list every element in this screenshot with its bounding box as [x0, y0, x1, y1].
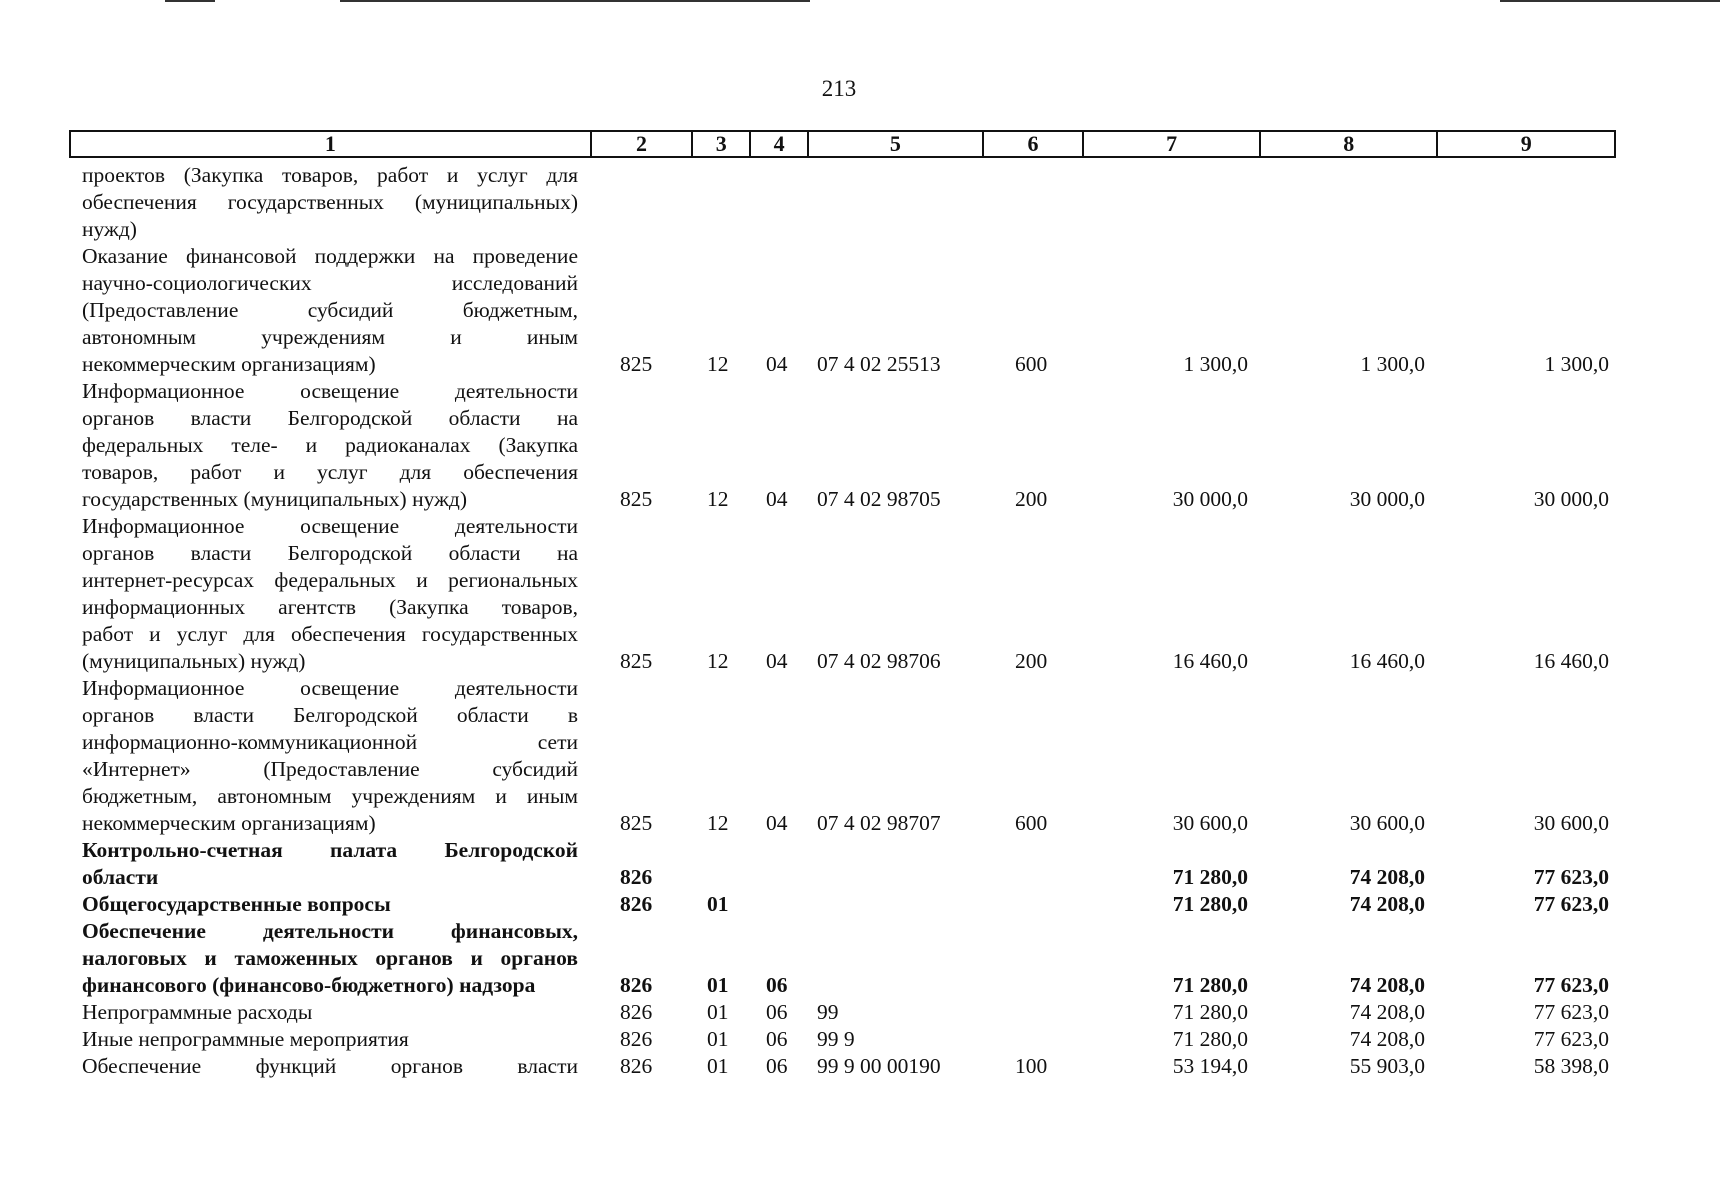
description-line: бюджетным, автономным учреждениям и иным	[82, 784, 578, 808]
cell-col-5: 07 4 02 98706	[817, 649, 941, 673]
description-line: информационно-коммуникационной сети	[82, 730, 578, 754]
cell-col-3: 01	[707, 1054, 729, 1078]
description-line: «Интернет» (Предоставление субсидий	[82, 757, 578, 781]
cell-col-9: 58 398,0	[1533, 1054, 1609, 1078]
table-row	[0, 999, 1720, 1026]
table-row	[0, 513, 1720, 675]
cell-col-6: 200	[1015, 487, 1048, 511]
cell-col-3: 12	[707, 352, 729, 376]
cell-col-8: 74 208,0	[1349, 865, 1425, 889]
cell-col-3: 01	[707, 892, 729, 916]
cell-col-2: 826	[620, 892, 653, 916]
cell-col-5: 99 9	[817, 1027, 855, 1051]
table-row	[0, 162, 1720, 243]
description-line: нужд)	[82, 217, 137, 241]
header-cell: 9	[1520, 131, 1532, 156]
cell-col-3: 12	[707, 811, 729, 835]
description-line: Обеспечение деятельности финансовых,	[82, 919, 578, 943]
cell-col-8: 1 300,0	[1360, 352, 1425, 376]
row-description	[82, 243, 578, 378]
row-description	[82, 162, 578, 243]
description-line: (Предоставление субсидий бюджетным,	[82, 298, 578, 322]
cell-col-7: 1 300,0	[1183, 352, 1248, 376]
cell-col-8: 74 208,0	[1349, 1027, 1425, 1051]
description-line: некоммерческим организациям)	[82, 352, 376, 376]
header-cell: 1	[71, 132, 592, 156]
cell-col-7: 71 280,0	[1172, 973, 1248, 997]
scan-artifact-line	[340, 0, 810, 2]
header-cell: 3	[693, 132, 751, 156]
cell-col-3: 01	[707, 1000, 729, 1024]
description-line: Контрольно-счетная палата Белгородской	[82, 838, 578, 862]
cell-col-9: 77 623,0	[1533, 973, 1609, 997]
table-row	[0, 675, 1720, 837]
table-body	[0, 162, 1720, 1080]
cell-col-9: 77 623,0	[1533, 865, 1609, 889]
cell-col-9: 16 460,0	[1533, 649, 1609, 673]
row-description	[82, 378, 578, 513]
description-line: информационных агентств (Закупка товаров,	[82, 595, 578, 619]
cell-col-5: 99	[817, 1000, 839, 1024]
page-number: 213	[821, 76, 857, 101]
cell-col-5: 99 9 00 00190	[817, 1054, 941, 1078]
cell-col-3: 12	[707, 649, 729, 673]
cell-col-6: 600	[1015, 352, 1048, 376]
description-line: финансового (финансово-бюджетного) надзора	[82, 973, 536, 997]
row-description	[82, 918, 578, 999]
description-line: Информационное освещение деятельности	[82, 379, 578, 403]
table-row	[0, 837, 1720, 891]
description-line: налоговых и таможенных органов и органов	[82, 946, 578, 970]
cell-col-7: 71 280,0	[1172, 1000, 1248, 1024]
table-row	[0, 891, 1720, 918]
cell-col-7: 16 460,0	[1172, 649, 1248, 673]
description-line: Общегосударственные вопросы	[82, 892, 391, 916]
description-line: обеспечения государственных (муниципальных)	[82, 190, 578, 214]
description-line: государственных (муниципальных) нужд)	[82, 487, 468, 511]
description-line: Обеспечение функций органов власти	[82, 1054, 578, 1078]
header-cell: 7	[1084, 132, 1261, 156]
cell-col-8: 74 208,0	[1349, 892, 1425, 916]
description-line: федеральных теле- и радиоканалах (Закупка	[82, 433, 578, 457]
cell-col-5: 07 4 02 98707	[817, 811, 941, 835]
cell-col-2: 825	[620, 649, 653, 673]
cell-col-8: 16 460,0	[1349, 649, 1425, 673]
table-row	[0, 243, 1720, 378]
header-cell: 8	[1261, 132, 1439, 156]
description-line: проектов (Закупка товаров, работ и услуг для	[82, 163, 578, 187]
cell-col-7: 53 194,0	[1172, 1054, 1248, 1078]
cell-col-2: 826	[620, 1000, 653, 1024]
description-line: некоммерческим организациям)	[82, 811, 376, 835]
cell-col-5: 07 4 02 25513	[817, 352, 941, 376]
cell-col-9: 1 300,0	[1544, 352, 1609, 376]
description-line: Оказание финансовой поддержки на проведение	[82, 244, 578, 268]
cell-col-9: 30 000,0	[1533, 487, 1609, 511]
cell-col-2: 825	[620, 811, 653, 835]
cell-col-4: 04	[766, 487, 788, 511]
cell-col-7: 30 000,0	[1172, 487, 1248, 511]
description-line: работ и услуг для обеспечения государственных	[82, 622, 578, 646]
cell-col-7: 71 280,0	[1172, 865, 1248, 889]
description-line: товаров, работ и услуг для обеспечения	[82, 460, 578, 484]
cell-col-3: 01	[707, 973, 729, 997]
row-description	[82, 837, 578, 891]
table-row	[0, 1026, 1720, 1053]
table-header	[69, 130, 1616, 158]
description-line: интернет-ресурсах федеральных и региональных	[82, 568, 578, 592]
cell-col-2: 826	[620, 865, 653, 889]
cell-col-2: 826	[620, 1054, 653, 1078]
cell-col-2: 826	[620, 1027, 653, 1051]
cell-col-4: 06	[766, 1054, 788, 1078]
cell-col-7: 71 280,0	[1172, 892, 1248, 916]
row-description	[82, 1026, 578, 1053]
cell-col-2: 825	[620, 487, 653, 511]
description-line: органов власти Белгородской области на	[82, 406, 578, 430]
description-line: области	[82, 865, 159, 889]
description-line: Информационное освещение деятельности	[82, 514, 578, 538]
cell-col-8: 55 903,0	[1349, 1054, 1425, 1078]
table-row	[0, 378, 1720, 513]
cell-col-9: 77 623,0	[1533, 1000, 1609, 1024]
cell-col-4: 04	[766, 649, 788, 673]
cell-col-6: 600	[1015, 811, 1048, 835]
cell-col-4: 06	[766, 1000, 788, 1024]
header-cell: 2	[592, 132, 694, 156]
description-line: научно-социологических исследований	[82, 271, 578, 295]
cell-col-7: 71 280,0	[1172, 1027, 1248, 1051]
cell-col-2: 825	[620, 352, 653, 376]
header-cell: 5	[809, 132, 984, 156]
header-cell: 6	[984, 132, 1085, 156]
row-description	[82, 999, 578, 1026]
scan-artifact-line	[165, 0, 215, 2]
cell-col-3: 01	[707, 1027, 729, 1051]
cell-col-4: 06	[766, 973, 788, 997]
cell-col-9: 77 623,0	[1533, 892, 1609, 916]
cell-col-6: 200	[1015, 649, 1048, 673]
row-description	[82, 513, 578, 675]
cell-col-3: 12	[707, 487, 729, 511]
cell-col-8: 30 000,0	[1349, 487, 1425, 511]
cell-col-8: 74 208,0	[1349, 1000, 1425, 1024]
description-line: (муниципальных) нужд)	[82, 649, 306, 673]
description-line: органов власти Белгородской области в	[82, 703, 578, 727]
cell-col-8: 74 208,0	[1349, 973, 1425, 997]
cell-col-2: 826	[620, 973, 653, 997]
row-description	[82, 675, 578, 837]
cell-col-4: 04	[766, 811, 788, 835]
cell-col-5: 07 4 02 98705	[817, 487, 941, 511]
description-line: Иные непрограммные мероприятия	[82, 1027, 409, 1051]
cell-col-6: 100	[1015, 1054, 1048, 1078]
cell-col-9: 30 600,0	[1533, 811, 1609, 835]
cell-col-9: 77 623,0	[1533, 1027, 1609, 1051]
description-line: автономным учреждениям и иным	[82, 325, 578, 349]
description-line: Непрограммные расходы	[82, 1000, 313, 1024]
table-row	[0, 918, 1720, 999]
scan-artifact-line	[1500, 0, 1720, 2]
row-description	[82, 891, 578, 918]
cell-col-7: 30 600,0	[1172, 811, 1248, 835]
description-line: органов власти Белгородской области на	[82, 541, 578, 565]
description-line: Информационное освещение деятельности	[82, 676, 578, 700]
cell-col-8: 30 600,0	[1349, 811, 1425, 835]
header-cell: 4	[751, 132, 809, 156]
cell-col-4: 06	[766, 1027, 788, 1051]
row-description	[82, 1053, 578, 1080]
table-row	[0, 1053, 1720, 1080]
cell-col-4: 04	[766, 352, 788, 376]
